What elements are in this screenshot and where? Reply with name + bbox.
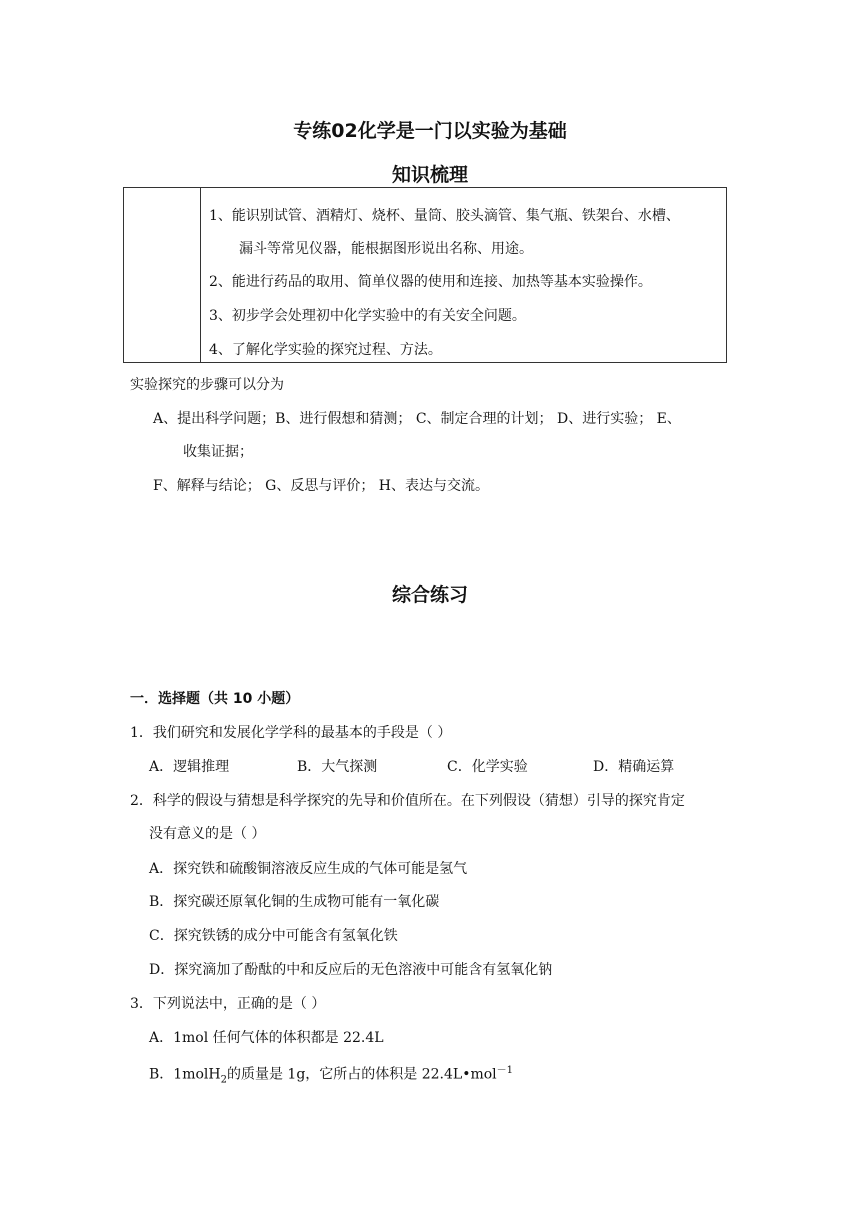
objective-line: 漏斗等常见仪器，能根据图形说出名称、用途。 [239, 241, 533, 257]
q2-option-b: B．探究碳还原氧化铜的生成物可能有一氧化碳 [149, 894, 440, 910]
objectives-label-cell [124, 188, 201, 362]
document-title: 专练02化学是一门以实验为基础 [293, 120, 567, 142]
q3-option-b [149, 1061, 513, 1085]
objective-line: 3、初步学会处理初中化学实验中的有关安全问题。 [209, 308, 526, 324]
objective-line: 1、能识别试管、酒精灯、烧杯、量筒、胶头滴管、集气瓶、铁架台、水槽、 [209, 208, 680, 224]
section-title-practice: 综合练习 [391, 584, 468, 606]
q3-option-b-text-cont: 的质量是 1g，它所占的体积是 22.4L•mol [226, 1066, 497, 1083]
q3-option-b-text: B．1molH [149, 1066, 221, 1083]
part-heading: 一．选择题（共 10 小题） [130, 691, 300, 707]
q2-option-c: C．探究铁锈的成分中可能含有氢氧化铁 [149, 928, 398, 944]
steps-intro: 实验探究的步骤可以分为 [130, 377, 284, 393]
objective-line: 4、了解化学实验的探究过程、方法。 [209, 342, 442, 358]
question-2-stem-cont: 没有意义的是（ ） [149, 826, 266, 842]
q2-option-d: D．探究滴加了酚酞的中和反应后的无色溶液中可能含有氢氧化钠 [149, 962, 553, 978]
question-3-stem: 3．下列说法中，正确的是（ ） [130, 996, 326, 1012]
q1-option-d: D．精确运算 [593, 759, 675, 775]
steps-line: 收集证据； [183, 444, 253, 460]
objectives-table [123, 187, 727, 363]
q1-option-a: A．逻辑推理 [149, 759, 230, 775]
subscript-2: 2 [220, 1074, 227, 1086]
objective-line: 2、能进行药品的取用、简单仪器的使用和连接、加热等基本实验操作。 [209, 274, 652, 290]
superscript-minus-1: －1 [496, 1065, 514, 1076]
q1-option-b: B．大气探测 [297, 759, 378, 775]
question-2-stem: 2．科学的假设与猜想是科学探究的先导和价值所在。在下列假设（猜想）引导的探究肯定 [130, 793, 685, 809]
q3-option-a: A．1mol 任何气体的体积都是 22.4L [149, 1030, 384, 1046]
steps-line: F、解释与结论； G、反思与评价； H、表达与交流。 [153, 478, 490, 494]
q1-option-c: C．化学实验 [447, 759, 528, 775]
section-title-knowledge: 知识梳理 [391, 164, 468, 186]
steps-line: A、提出科学问题；B、进行假想和猜测； C、制定合理的计划； D、进行实验； E、 [153, 411, 681, 427]
question-1-stem: 1．我们研究和发展化学学科的最基本的手段是（ ） [130, 725, 452, 741]
q2-option-a: A．探究铁和硫酸铜溶液反应生成的气体可能是氢气 [149, 861, 468, 877]
